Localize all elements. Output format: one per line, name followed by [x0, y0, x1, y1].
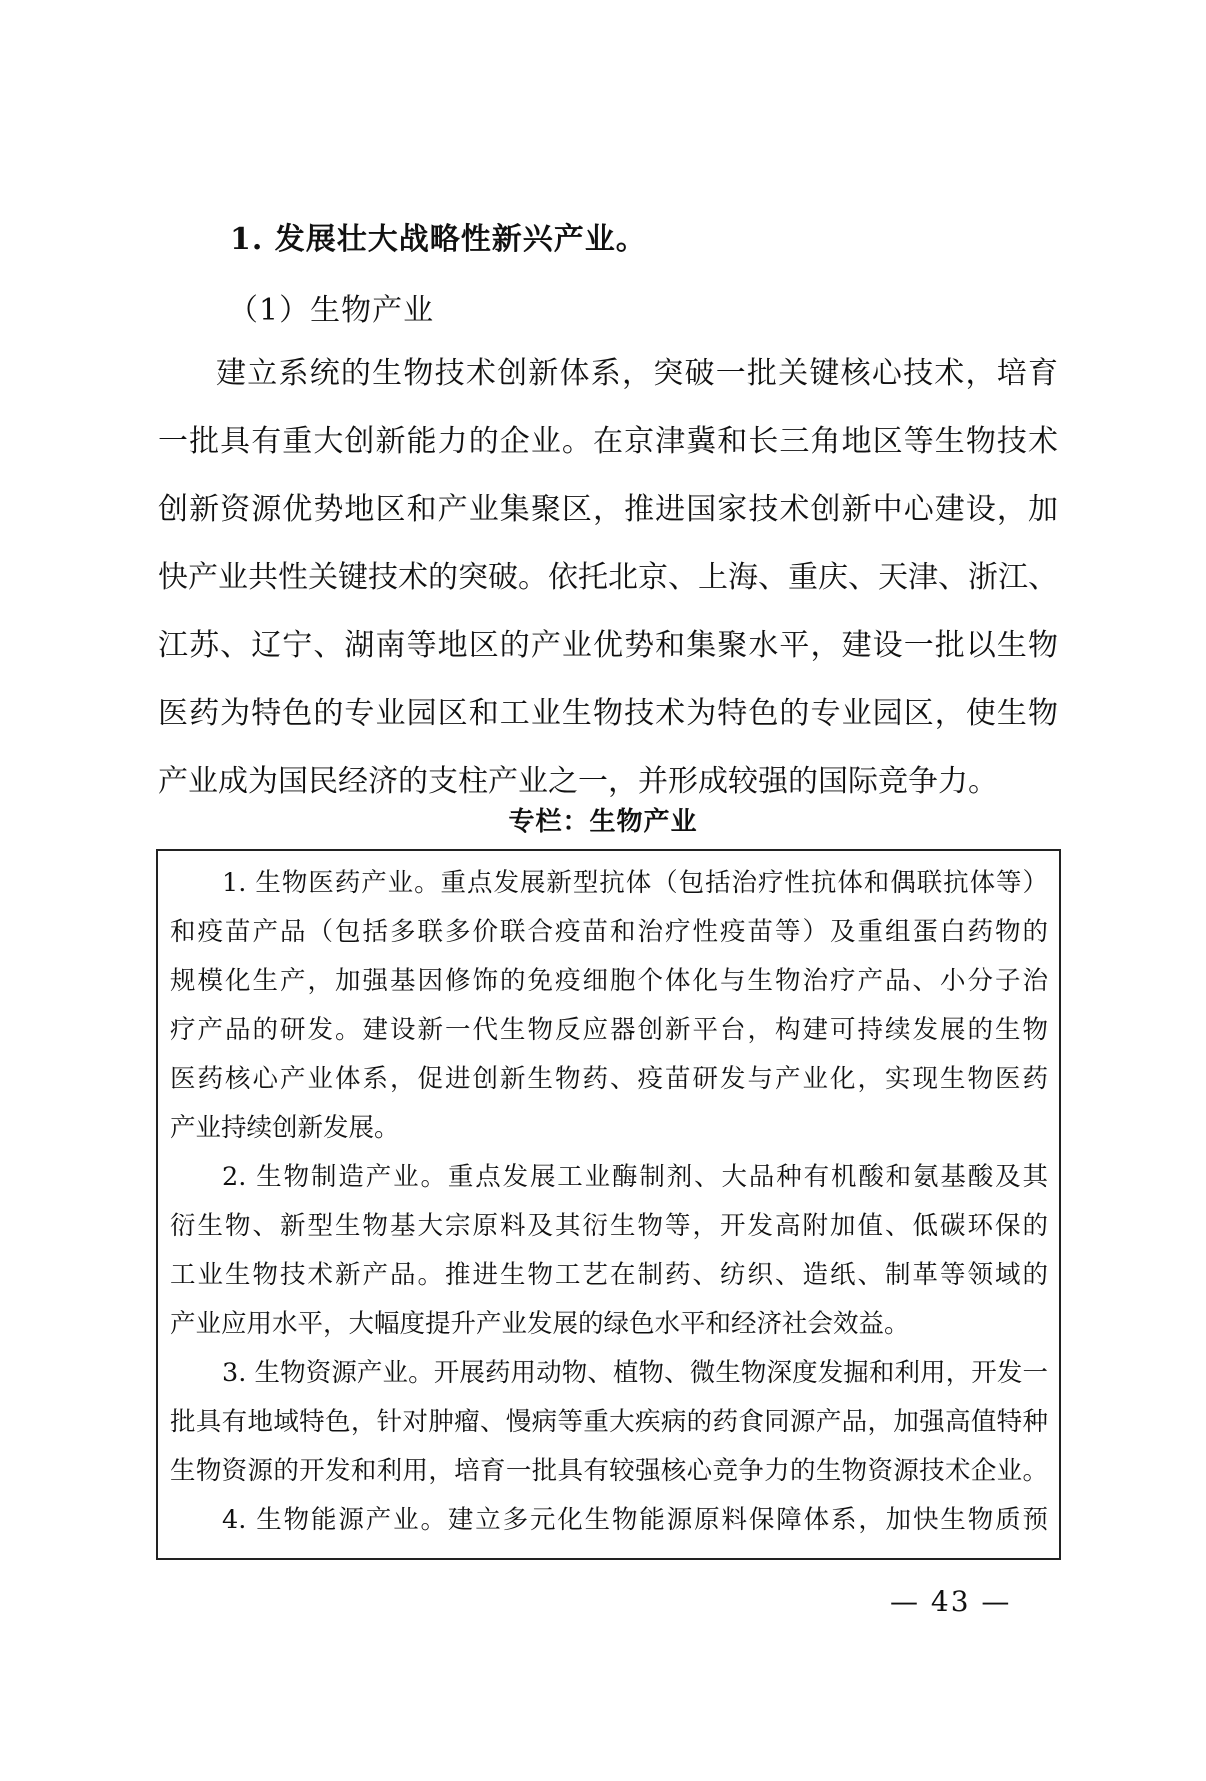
box-line: 3. 生物资源产业。开展药用动物、植物、微生物深度发掘和利用，开发一 — [222, 1358, 1048, 1388]
paragraph-line: 医药为特色的专业园区和工业生物技术为特色的专业园区，使生物 — [158, 696, 1058, 731]
box-line: 2. 生物制造产业。重点发展工业酶制剂、大品种有机酸和氨基酸及其 — [222, 1162, 1048, 1192]
box-title: 专栏：生物产业 — [508, 807, 698, 837]
box-line: 规模化生产，加强基因修饰的免疫细胞个体化与生物治疗产品、小分子治 — [170, 966, 1048, 996]
paragraph-line: 建立系统的生物技术创新体系，突破一批关键核心技术，培育 — [216, 356, 1058, 391]
section-heading: 1. 发展壮大战略性新兴产业。 — [230, 222, 647, 257]
paragraph-line: 江苏、辽宁、湖南等地区的产业优势和集聚水平，建设一批以生物 — [158, 628, 1058, 663]
box-line: 1. 生物医药产业。重点发展新型抗体（包括治疗性抗体和偶联抗体等） — [222, 868, 1048, 898]
box-line: 产业持续创新发展。 — [170, 1113, 400, 1143]
box-line: 衍生物、新型生物基大宗原料及其衍生物等，开发高附加值、低碳环保的 — [170, 1211, 1048, 1241]
subsection-heading: （1）生物产业 — [228, 293, 435, 328]
box-line: 医药核心产业体系，促进创新生物药、疫苗研发与产业化，实现生物医药 — [170, 1064, 1048, 1094]
box-line: 工业生物技术新产品。推进生物工艺在制药、纺织、造纸、制革等领域的 — [170, 1260, 1048, 1290]
box-line: 产业应用水平，大幅度提升产业发展的绿色水平和经济社会效益。 — [170, 1309, 910, 1339]
box-line: 生物资源的开发和利用，培育一批具有较强核心竞争力的生物资源技术企业。 — [170, 1456, 1048, 1486]
page-number: — 43 — — [890, 1585, 1012, 1618]
box-line: 和疫苗产品（包括多联多价联合疫苗和治疗性疫苗等）及重组蛋白药物的 — [170, 917, 1048, 947]
body-paragraph — [158, 340, 1058, 816]
box-line: 批具有地域特色，针对肿瘤、慢病等重大疾病的药食同源产品，加强高值特种 — [170, 1407, 1048, 1437]
paragraph-line: 快产业共性关键技术的突破。依托北京、上海、重庆、天津、浙江、 — [158, 560, 1058, 595]
box-line: 4. 生物能源产业。建立多元化生物能源原料保障体系，加快生物质预 — [222, 1505, 1048, 1535]
paragraph-line: 创新资源优势地区和产业集聚区，推进国家技术创新中心建设，加 — [158, 492, 1058, 527]
paragraph-line: 产业成为国民经济的支柱产业之一，并形成较强的国际竞争力。 — [158, 764, 998, 799]
column-box — [156, 849, 1061, 1560]
paragraph-line: 一批具有重大创新能力的企业。在京津冀和长三角地区等生物技术 — [158, 424, 1058, 459]
box-line: 疗产品的研发。建设新一代生物反应器创新平台，构建可持续发展的生物 — [170, 1015, 1048, 1045]
box-content — [170, 859, 1048, 1545]
